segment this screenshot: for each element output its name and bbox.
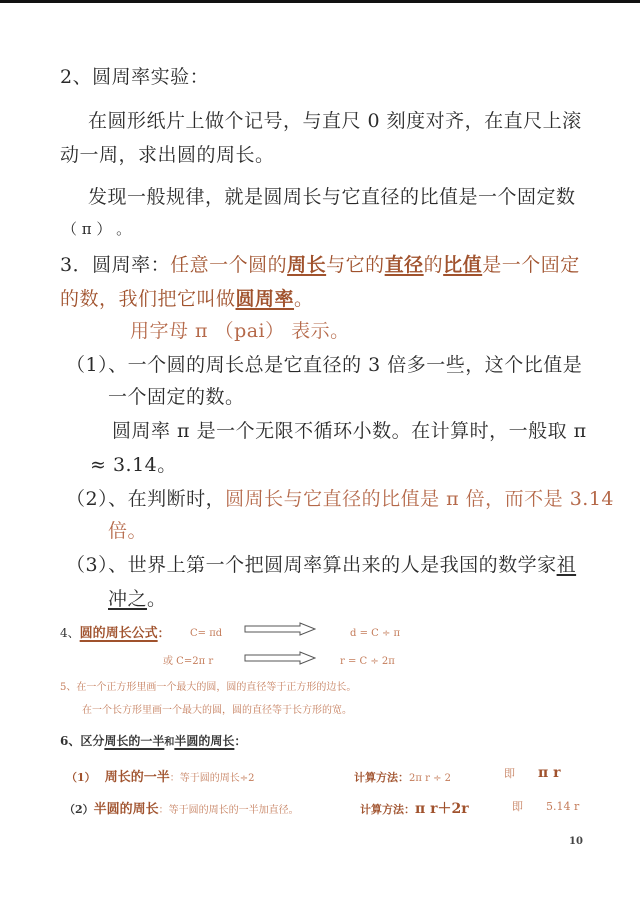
- section3-definition-line2: [60, 290, 314, 309]
- def-text: 与它的: [326, 254, 385, 276]
- term-semicircle-perimeter: 半圆的周长: [174, 734, 235, 748]
- row1-result: π r: [538, 765, 561, 781]
- section5-line2: 在一个长方形里画一个最大的圆，圆的直径等于长方形的宽。: [82, 705, 352, 716]
- item1-line1: （1）、一个圆的周长总是它直径的 3 倍多一些，这个比值是: [66, 354, 583, 376]
- row2-desc: ：等于圆的周长的一半加直径。: [158, 805, 299, 816]
- formula-2: 或 C=2π r: [163, 656, 214, 667]
- term-ratio: 比值: [443, 254, 483, 276]
- name-zu: 祖: [556, 554, 577, 576]
- section6-row2: [64, 800, 299, 816]
- colon: ：: [157, 626, 170, 640]
- method-label: 计算方法：: [354, 771, 409, 784]
- row2-result: 5.14 r: [546, 800, 580, 813]
- item2-line1: [66, 490, 614, 509]
- row2-ie: 即: [512, 800, 523, 813]
- method-formula: 2π r ÷ 2: [409, 773, 451, 784]
- def-text: 任意一个圆的: [170, 254, 288, 276]
- colon: ：: [234, 734, 247, 748]
- row2-term: 半圆的周长: [93, 802, 159, 817]
- section3-definition-line1: [60, 256, 580, 275]
- section3-label: 3．圆周率：: [60, 254, 171, 276]
- term-pi: 圆周率: [235, 288, 295, 310]
- item1-line2: 一个固定的数。: [108, 386, 245, 408]
- arrow-right-icon: [244, 651, 316, 665]
- section6-row1: [66, 768, 255, 784]
- name-chongzhi: 冲之: [108, 588, 148, 610]
- row1-num: （1）: [66, 771, 96, 784]
- item3-text: （3）、世界上第一个把圆周率算出来的人是我国的数学家: [66, 554, 557, 576]
- item3-end: 。: [147, 588, 167, 610]
- result-2: r = C ÷ 2π: [340, 656, 395, 667]
- item3-line1: [66, 556, 576, 575]
- section2-heading: 2、圆周率实验：: [60, 66, 210, 88]
- section4-num: 4、: [60, 626, 80, 640]
- and: 和: [164, 737, 175, 748]
- row2-method: [360, 800, 469, 816]
- section4-title: 圆的周长公式: [79, 626, 158, 641]
- row1-desc: ：等于圆的周长÷2: [169, 773, 255, 784]
- term-circumference: 周长: [287, 254, 327, 276]
- section6-title-line: [60, 735, 246, 748]
- def-text: 的数，我们把它叫做: [60, 288, 236, 310]
- row1-method: [354, 768, 451, 784]
- item2-line2: 倍。: [108, 520, 148, 542]
- formula-1: C= πd: [190, 628, 223, 639]
- item1-line4: ≈ 3.14。: [90, 454, 177, 476]
- arrow-right-icon: [244, 622, 316, 636]
- method-formula: π r＋2r: [415, 801, 469, 817]
- section2-para2-line2: （ π ） 。: [62, 220, 132, 238]
- section4-title-line: [60, 627, 170, 640]
- item2-highlight: 圆周长与它直径的比值是 π 倍，而不是 3.14: [225, 488, 615, 510]
- term-diameter: 直径: [384, 254, 424, 276]
- def-text: 的: [423, 254, 444, 276]
- section2-para1-line2: 动一周，求出圆的周长。: [60, 144, 275, 166]
- item1-line3: 圆周率 π 是一个无限不循环小数。在计算时，一般取 π: [112, 420, 587, 442]
- section5-line1: 5、在一个正方形里画一个最大的圆，圆的直径等于正方形的边长。: [60, 682, 357, 693]
- term-half-circumference: 周长的一半: [104, 734, 165, 748]
- result-1: d = C ÷ π: [350, 628, 401, 639]
- top-border: [0, 0, 640, 3]
- item3-line2: [108, 590, 167, 609]
- section6-prefix: 6、区分: [60, 734, 105, 748]
- row2-num: （2）: [64, 803, 94, 816]
- row1-term: 周长的一半: [104, 770, 170, 785]
- row1-ie: 即: [504, 767, 515, 780]
- def-text: 是一个固定: [482, 254, 580, 276]
- method-label: 计算方法：: [360, 803, 415, 816]
- page-number: 10: [569, 836, 583, 847]
- section3-symbol-line: 用字母 π （pai） 表示。: [130, 320, 350, 342]
- item2-prefix: （2）、在判断时，: [66, 488, 226, 510]
- section2-para1-line1: 在圆形纸片上做个记号，与直尺 0 刻度对齐，在直尺上滚: [88, 110, 582, 132]
- section2-para2-line1: 发现一般规律，就是圆周长与它直径的比值是一个固定数: [88, 186, 576, 208]
- def-text: 。: [294, 288, 314, 310]
